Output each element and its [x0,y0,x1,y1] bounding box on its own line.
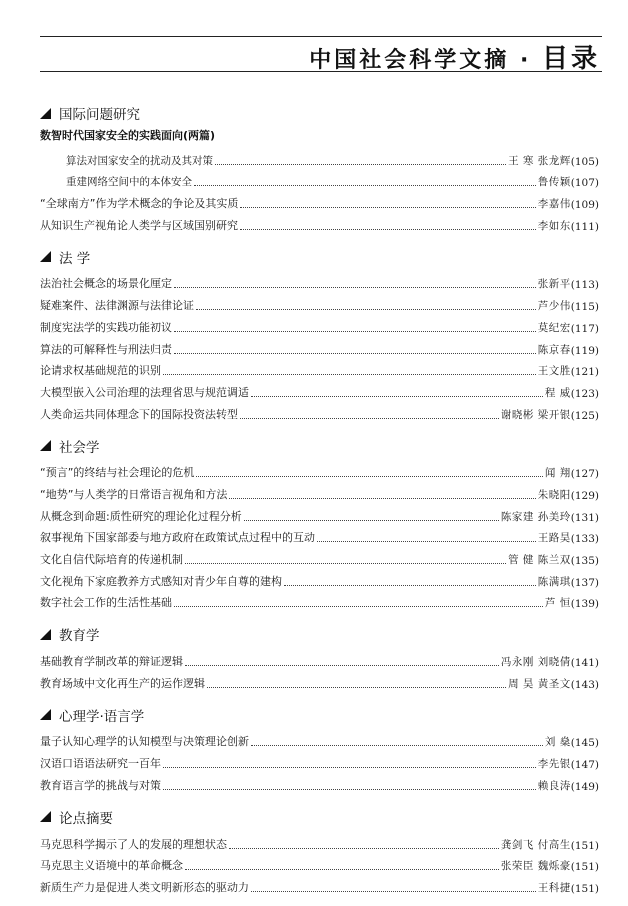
toc-section [40,621,599,690]
entry-authors: 陈满琪 [537,575,571,588]
dot-leader [240,207,535,208]
dot-leader [207,687,506,688]
toc-entry[interactable] [40,378,599,400]
entry-authors: 王路昊 [537,532,571,545]
entry-page-number: (125) [570,409,599,422]
entry-page-number: (121) [570,366,599,379]
entry-title: 从概念到命题:质性研究的理论化过程分析 [40,509,242,523]
triangle-marker-icon [40,811,51,822]
entry-title: 量子认知心理学的认知模型与决策理论创新 [40,735,249,749]
entry-authors: 赖良涛 [537,779,571,792]
dot-leader [229,848,499,849]
dot-leader [174,287,536,288]
entry-authors: 芦 恒 [544,597,571,610]
title-separator: · [519,48,532,73]
entry-title: 大模型嵌入公司治理的法理省思与规范调适 [40,385,249,399]
dot-leader [174,353,536,354]
entry-title: 文化自信代际培育的传递机制 [40,553,183,566]
section-title: 国际问题研究 [59,107,140,123]
entry-page-number: (107) [570,177,599,190]
entry-page-number: (119) [570,344,599,357]
entry-page-number: (123) [570,387,599,400]
toc-entry[interactable] [40,502,599,524]
entry-page-number: (137) [570,576,599,589]
entry-title: 汉语口语语法研究一百年 [40,757,161,771]
entry-title: 算法对国家安全的扰动及其对策 [66,154,213,167]
entry-authors: 王文胜 [537,365,571,378]
toc-section [40,804,599,895]
toc-entry[interactable] [40,852,599,874]
entry-page-number: (131) [570,511,599,524]
entry-authors: 李先银 [537,758,571,771]
entry-page-number: (151) [570,839,599,852]
entry-page-number: (109) [570,199,599,212]
entry-authors: 李如东 [537,219,571,232]
dot-leader [163,374,536,375]
toc-entry[interactable] [40,669,599,691]
entry-authors: 张新平 [537,278,571,291]
dot-leader [251,745,543,746]
entry-title: 马克思科学揭示了人的发展的理想状态 [40,837,227,851]
triangle-marker-icon [40,251,51,262]
dot-leader [163,767,536,768]
triangle-marker-icon [40,629,51,640]
section-heading [40,702,599,728]
entry-page-number: (145) [570,737,599,750]
toc-section [40,433,599,611]
toc-entry[interactable] [40,749,599,771]
entry-title: 文化视角下家庭教养方式感知对青少年自尊的建构 [40,574,282,588]
toc-entry[interactable] [40,459,599,481]
entry-page-number: (113) [570,279,599,292]
entry-page-number: (149) [570,780,599,793]
dot-leader [174,331,536,332]
dot-leader [174,606,543,607]
section-title: 法 学 [59,250,91,267]
dot-leader [185,563,506,564]
entry-authors: 王 寒 张龙辉 [508,154,571,167]
entry-title: 论请求权基础规范的识别 [40,364,161,378]
masthead [309,38,600,75]
toc-entry[interactable] [40,873,599,895]
entry-page-number: (111) [570,220,599,233]
triangle-marker-icon [40,108,51,119]
journal-name: 中国社会科学文摘 [309,48,510,73]
toc-entry[interactable] [40,270,599,292]
section-heading [40,804,599,830]
section-title: 社会学 [59,439,100,456]
entry-title: 教育场域中文化再生产的运作逻辑 [40,676,205,690]
dot-leader [240,418,499,419]
section-title: 心理学·语言学 [59,708,145,725]
entry-page-number: (147) [570,759,599,772]
entry-page-number: (151) [570,861,599,874]
toc-entry[interactable] [40,291,599,313]
entry-title: 重建网络空间中的本体安全 [66,176,192,189]
entry-authors: 谢晓彬 梁开银 [500,408,571,421]
dot-leader [194,185,536,186]
entry-authors: 闻 翔 [544,467,571,480]
entry-title: 叙事视角下国家部委与地方政府在政策试点过程中的互动 [40,531,315,545]
entry-authors: 张荣臣 魏烁豪 [500,860,571,873]
section-subheading: 数智时代国家安全的实践面向(两篇) [40,129,216,142]
entry-authors: 王科捷 [537,881,571,894]
entry-title: “全球南方”作为学术概念的争论及其实质 [40,197,239,211]
entry-authors: 芦少伟 [537,300,571,313]
entry-title: 马克思主义语境中的革命概念 [40,859,183,873]
dot-leader [185,665,499,666]
entry-authors: 鲁传颖 [537,176,571,189]
entry-page-number: (105) [570,155,599,168]
entry-page-number: (115) [570,301,599,314]
dot-leader [185,869,499,870]
toc-entry[interactable] [40,524,599,546]
dot-leader [229,498,535,499]
entry-authors: 李嘉伟 [537,198,571,211]
toc-entry[interactable] [40,545,599,567]
section-heading [40,244,599,270]
toc-entry[interactable] [40,189,599,211]
toc-entry[interactable] [40,211,599,233]
entry-page-number: (139) [570,598,599,611]
entry-title: “预言”的终结与社会理论的危机 [40,466,195,480]
entry-title: 基础教育学制改革的辩证逻辑 [40,655,183,669]
dot-leader [215,164,506,165]
entry-authors: 莫纪宏 [537,321,571,334]
entry-title: 制度宪法学的实践功能初议 [40,320,172,334]
section-heading [40,100,599,126]
triangle-marker-icon [40,709,51,720]
entry-authors: 刘 燊 [544,736,571,749]
entry-title: “地势”与人类学的日常语言视角和方法 [40,487,228,501]
section-heading [40,621,599,647]
entry-page-number: (135) [570,555,599,567]
entry-title: 人类命运共同体理念下的国际投资法转型 [40,407,238,421]
dot-leader [196,476,543,477]
toc-entry[interactable] [40,589,599,611]
header-bottom-rule [40,71,602,72]
entry-title: 从知识生产视角论人类学与区域国别研究 [40,218,238,232]
toc-section [40,244,599,422]
entry-authors: 程 威 [544,386,571,399]
dot-leader [251,891,536,892]
triangle-marker-icon [40,440,51,451]
entry-title: 新质生产力是促进人类文明新形态的驱动力 [40,880,249,894]
section-title: 教育学 [59,628,100,645]
toc-entry[interactable] [40,647,599,669]
dot-leader [163,789,536,790]
entry-page-number: (117) [570,322,599,335]
toc-entry[interactable] [40,146,599,168]
entry-authors: 管 健 陈兰双 [508,554,571,566]
entry-title: 数字社会工作的生活性基础 [40,596,172,610]
toc-entry[interactable] [40,480,599,502]
toc-entry[interactable] [40,335,599,357]
dot-leader [240,229,536,230]
dot-leader [244,520,499,521]
entry-authors: 朱晓阳 [537,488,571,501]
entry-page-number: (143) [570,678,599,691]
entry-page-number: (151) [570,882,599,895]
toc-section [40,702,599,793]
dot-leader [196,309,536,310]
header-top-rule [40,36,602,37]
entry-authors: 陈家建 孙美玲 [500,510,571,523]
table-of-contents [40,100,599,906]
entry-authors: 冯永刚 刘晓倩 [500,656,571,669]
toc-entry[interactable] [40,313,599,335]
entry-page-number: (133) [570,533,599,546]
entry-authors: 龚剑飞 付高生 [500,838,571,851]
toc-entry[interactable] [40,400,599,422]
entry-page-number: (129) [570,489,599,502]
toc-entry[interactable] [40,771,599,793]
page-title: 目录 [541,44,600,74]
entry-title: 疑难案件、法律渊源与法律论证 [40,299,194,313]
entry-authors: 周 昊 黄圣文 [508,677,571,690]
entry-page-number: (127) [570,468,599,481]
entry-title: 法治社会概念的场景化厘定 [40,277,172,291]
toc-section [40,100,599,233]
section-title: 论点摘要 [59,810,113,827]
entry-page-number: (141) [570,657,599,670]
section-heading [40,433,599,459]
toc-entry[interactable] [40,168,599,190]
entry-authors: 陈京春 [537,343,571,356]
toc-entry[interactable] [40,728,599,750]
dot-leader [284,585,536,586]
toc-entry[interactable] [40,567,599,589]
dot-leader [251,396,543,397]
entry-title: 算法的可解释性与刑法归责 [40,342,172,356]
toc-entry[interactable] [40,357,599,379]
toc-entry[interactable] [40,830,599,852]
dot-leader [317,541,536,542]
entry-title: 教育语言学的挑战与对策 [40,778,161,792]
